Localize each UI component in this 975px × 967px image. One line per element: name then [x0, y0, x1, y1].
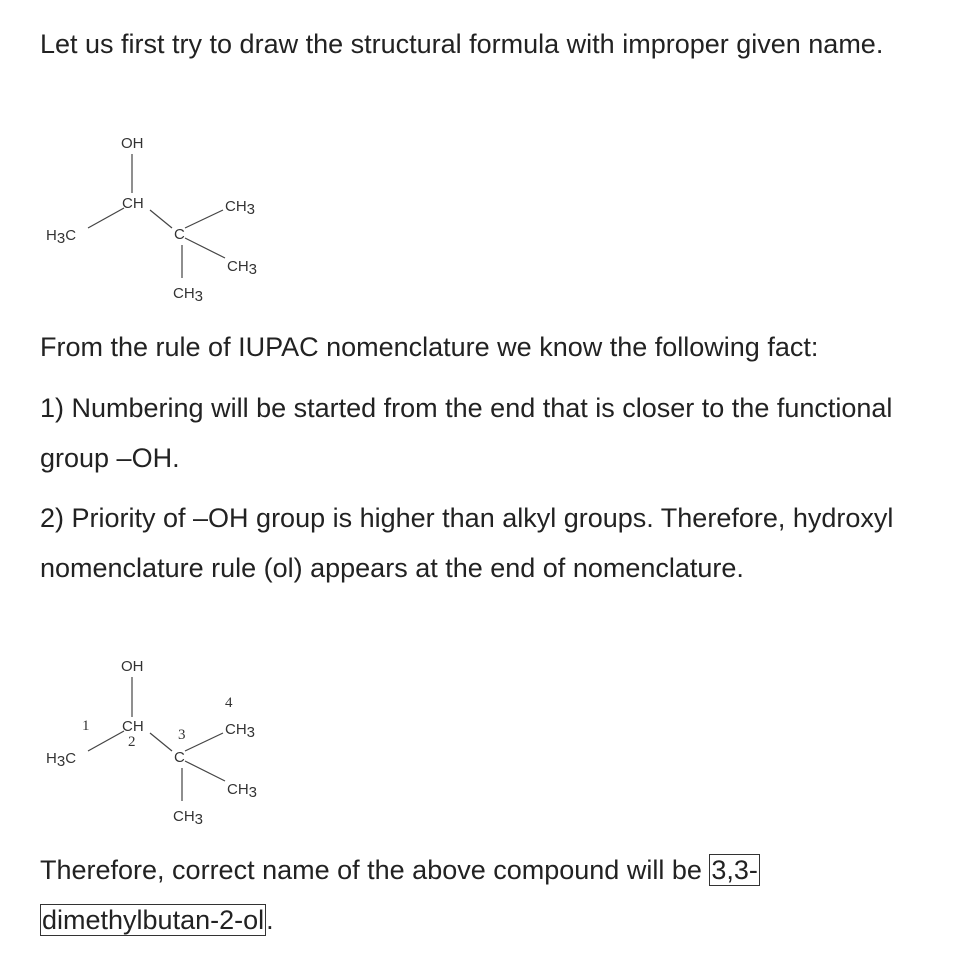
ch-label: CH [122, 195, 144, 212]
ch3-top-label: CH3 [225, 198, 256, 218]
bond-h3c-ch [88, 208, 124, 228]
bond-c-ch3-top-2 [185, 733, 223, 751]
intro-text: Let us first try to draw the structural formula with improper given name. [40, 29, 884, 59]
oh-label-2: OH [121, 658, 144, 675]
bond-h3c-ch-2 [88, 731, 124, 751]
conclusion-prefix: Therefore, correct name of the above compound will be [40, 855, 710, 885]
answer-box-part2: dimethylbutan-2-ol [42, 905, 265, 935]
carbon-number-2: 2 [128, 734, 136, 750]
h3c-label-2: H3C [46, 750, 77, 770]
intro-paragraph [40, 19, 945, 69]
bond-ch-c-2 [150, 733, 172, 751]
rule-intro-paragraph [40, 322, 960, 372]
rule2-paragraph [40, 493, 920, 593]
bond-c-ch3-right [185, 238, 225, 258]
bond-ch-c [150, 210, 172, 228]
ch3-right-label: CH3 [227, 258, 258, 278]
ch-label-2: CH [122, 718, 144, 735]
ch3-top-label-2: CH3 [225, 721, 256, 741]
ch3-bottom-label-2: CH3 [173, 808, 204, 828]
conclusion-suffix: . [266, 905, 274, 935]
bond-c-ch3-top [185, 210, 223, 228]
ch3-right-label-2: CH3 [227, 781, 258, 801]
conclusion-paragraph [40, 845, 940, 945]
structure-numbered [30, 651, 290, 836]
structure-improper-name [30, 128, 290, 308]
oh-label: OH [121, 135, 144, 152]
rule1-paragraph [40, 383, 920, 483]
answer-box-part1: 3,3- [711, 855, 758, 885]
rule-intro-text: From the rule of IUPAC nomenclature we know the following fact: [40, 332, 819, 362]
bond-c-ch3-right-2 [185, 761, 225, 781]
rule2-text: 2) Priority of –OH group is higher than alkyl groups. Therefore, hydroxyl nomenclature rule (ol) appears at the end of nomenclature. [40, 503, 894, 583]
carbon-number-3: 3 [178, 727, 186, 743]
carbon-number-1: 1 [82, 718, 90, 734]
rule1-text: 1) Numbering will be started from the end that is closer to the functional group –OH. [40, 393, 893, 473]
carbon-number-4: 4 [225, 695, 233, 711]
ch3-bottom-label: CH3 [173, 285, 204, 305]
h3c-label: H3C [46, 227, 77, 247]
c-label-2: C [174, 749, 185, 766]
c-label: C [174, 226, 185, 243]
